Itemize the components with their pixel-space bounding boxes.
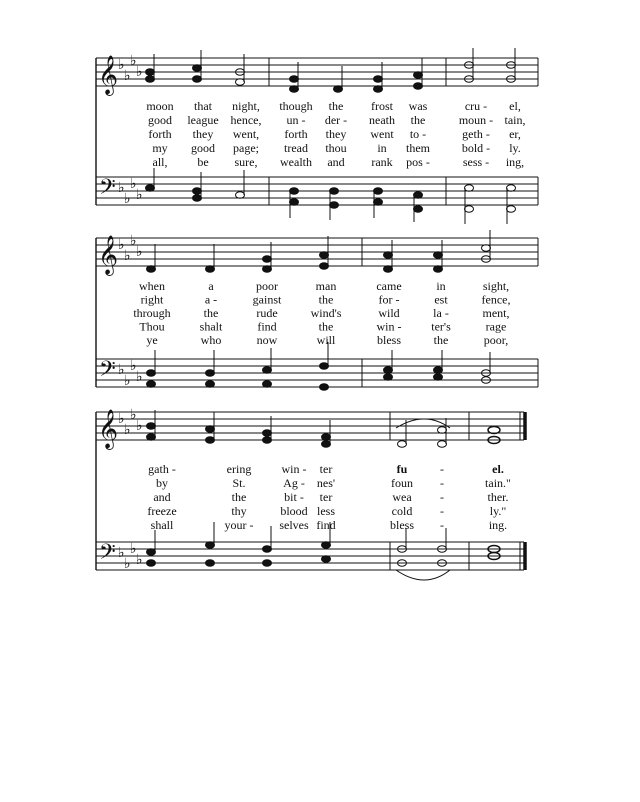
lyric-syllable: was [408,99,428,113]
svg-text:♭: ♭ [136,552,143,568]
lyric-syllable: find [316,518,336,532]
lyric-syllable: el, [509,99,521,113]
lyric-syllable: - [440,504,444,518]
lyric-syllable: ye [146,333,158,347]
lyric-syllable: ering [226,462,252,476]
lyric-syllable: the [328,99,344,113]
svg-text:♭: ♭ [124,68,131,84]
lyric-syllable: the [203,306,219,320]
svg-text:♭: ♭ [118,237,125,253]
lyric-syllable: moun - [458,113,494,127]
lyric-syllable: and [327,155,345,169]
svg-text:♭: ♭ [124,556,131,572]
lyric-syllable: the [231,490,247,504]
lyric-syllable: the [433,333,449,347]
lyric-syllable: ly." [489,504,507,518]
lyric-syllable: gath - [148,462,176,476]
lyric-syllable: that [194,99,212,113]
bass-staff-3 [96,542,525,570]
lyric-syllable: wild [378,306,400,320]
lyric-syllable: moon [146,99,174,113]
svg-text:♭: ♭ [136,187,143,203]
lyric-syllable: ly. [509,141,521,155]
bass-clef-icon: 𝄢 [99,357,116,387]
lyric-syllable: wealth [280,155,312,169]
lyric-syllable: your - [224,518,254,532]
treble-clef-icon: 𝄞 [98,409,119,449]
lyric-syllable: el. [492,462,504,476]
lyric-syllable: rank [371,155,393,169]
lyric-syllable: forth [148,127,172,141]
lyric-syllable: forth [284,127,308,141]
lyric-syllable: the [318,319,334,334]
lyric-syllable: through [133,306,171,320]
lyric-syllable: went [370,127,394,141]
lyric-syllable: er, [509,127,521,141]
lyric-syllable: tain, [504,113,526,127]
lyric-syllable: good [148,113,172,127]
lyric-syllable: shall [150,518,174,532]
lyric-syllable: to - [409,127,427,141]
lyric-syllable: rude [256,306,278,320]
lyric-syllable: poor, [483,333,509,347]
lyric-syllable: sight, [482,279,510,293]
lyric-syllable: be [197,155,209,169]
lyric-syllable: ment, [482,306,510,320]
svg-text:♭: ♭ [124,373,131,389]
lyric-syllable: who [200,333,222,347]
lyric-syllable: bless [390,518,414,532]
lyric-syllable: pos - [406,155,430,169]
svg-text:♭: ♭ [130,407,137,423]
lyric-syllable: freeze [147,504,177,518]
lyric-syllable: when [139,279,165,293]
lyric-syllable: un - [286,113,306,127]
lyric-syllable: rage [485,319,507,334]
lyric-syllable: cold [391,504,413,518]
svg-text:♭: ♭ [130,176,137,192]
lyric-syllable: thou [325,141,347,155]
treble-clef-icon: 𝄞 [98,235,119,275]
lyric-syllable: geth - [462,127,490,141]
lyric-syllable: for - [378,292,400,307]
lyric-syllable: right [140,292,164,307]
lyric-syllable: the [410,113,426,127]
lyric-syllable: blood [280,504,308,518]
svg-text:♭: ♭ [130,541,137,557]
lyric-syllable: all, [152,155,168,169]
lyric-syllable: tain." [485,476,511,490]
svg-text:♭: ♭ [136,64,143,80]
lyric-syllable: neath [369,113,395,127]
bass-staff-2 [96,359,538,387]
svg-text:♭: ♭ [136,244,143,260]
lyric-syllable: a [208,279,214,293]
lyric-syllable: nes' [316,476,336,490]
lyric-syllable: foun [391,476,413,490]
notes-system-3-treble [147,410,501,447]
treble-clef-icon: 𝄞 [98,55,119,95]
lyric-syllable: wea [392,490,412,504]
lyric-syllable: tread [284,141,308,155]
lyric-syllable: shalt [199,319,223,334]
lyric-syllable: St. [232,476,246,490]
svg-text:♭: ♭ [124,191,131,207]
svg-text:♭: ♭ [130,53,137,69]
lyric-syllable: hence, [230,113,262,127]
lyric-syllable: ing. [488,518,508,532]
lyric-syllable: league [187,113,219,127]
lyric-syllable: now [256,333,278,347]
lyric-syllable: good [191,141,215,155]
lyric-syllable: - [440,476,444,490]
lyric-syllable: ter [319,490,333,504]
lyric-syllable: selves [279,518,309,532]
lyric-syllable: they [192,127,214,141]
svg-text:♭: ♭ [118,411,125,427]
lyric-syllable: a - [204,292,218,307]
lyric-syllable: will [316,333,336,347]
lyric-syllable: der - [324,113,348,127]
lyric-syllable: find [257,319,277,334]
lyric-syllable: cru - [464,99,488,113]
svg-text:♭: ♭ [118,545,125,561]
lyric-syllable: ther. [487,490,509,504]
svg-text:♭: ♭ [118,362,125,378]
lyric-syllable: fu [396,462,408,476]
lyric-syllable: poor [256,279,278,293]
svg-text:♭: ♭ [130,358,137,374]
bass-clef-icon: 𝄢 [99,175,116,205]
lyric-syllable: man [315,279,337,293]
lyric-syllable: gainst [252,292,282,307]
lyric-syllable: though [279,99,313,113]
lyric-syllable: came [376,279,402,293]
lyric-syllable: my [152,141,168,155]
notes-system-1-bass [146,168,516,224]
lyric-syllable: frost [371,99,393,113]
lyric-syllable: bless [377,333,401,347]
lyric-syllable: in [436,279,446,293]
bass-clef-icon: 𝄢 [99,540,116,570]
lyric-syllable: est [434,292,448,307]
lyric-syllable: Thou [139,319,165,334]
lyric-syllable: bold - [461,141,491,155]
lyric-syllable: fence, [481,292,511,307]
lyric-syllable: the [318,292,334,307]
lyric-syllable: la - [433,306,449,320]
lyric-syllable: wind's [310,306,342,320]
lyric-syllable: - [440,462,444,476]
lyric-syllable: night, [232,99,260,113]
lyric-syllable: them [406,141,430,155]
lyric-syllable: page; [233,141,259,155]
lyric-syllable: win - [376,319,402,334]
svg-text:♭: ♭ [124,248,131,264]
lyric-syllable: by [156,476,168,490]
lyric-syllable: sess - [462,155,490,169]
svg-text:♭: ♭ [136,418,143,434]
lyric-syllable: bit - [284,490,304,504]
lyric-syllable: win - [281,462,307,476]
lyric-syllable: Ag - [283,476,305,490]
lyric-syllable: sure, [234,155,258,169]
lyric-syllable: thy [231,504,247,518]
lyric-syllable: and [153,490,171,504]
lyrics [133,99,525,532]
lyric-syllable: - [440,490,444,504]
lyric-syllable: ter [319,462,333,476]
lyric-syllable: less [317,504,335,518]
lyric-syllable: went, [232,127,260,141]
svg-text:♭: ♭ [130,233,137,249]
svg-text:♭: ♭ [124,422,131,438]
lyric-syllable: they [325,127,347,141]
svg-text:♭: ♭ [118,180,125,196]
svg-text:♭: ♭ [118,57,125,73]
lyric-syllable: ter's [431,319,451,334]
lyric-syllable: in [377,141,387,155]
svg-text:♭: ♭ [136,369,143,385]
lyric-syllable: ing, [505,155,525,169]
lyric-syllable: - [440,518,444,532]
